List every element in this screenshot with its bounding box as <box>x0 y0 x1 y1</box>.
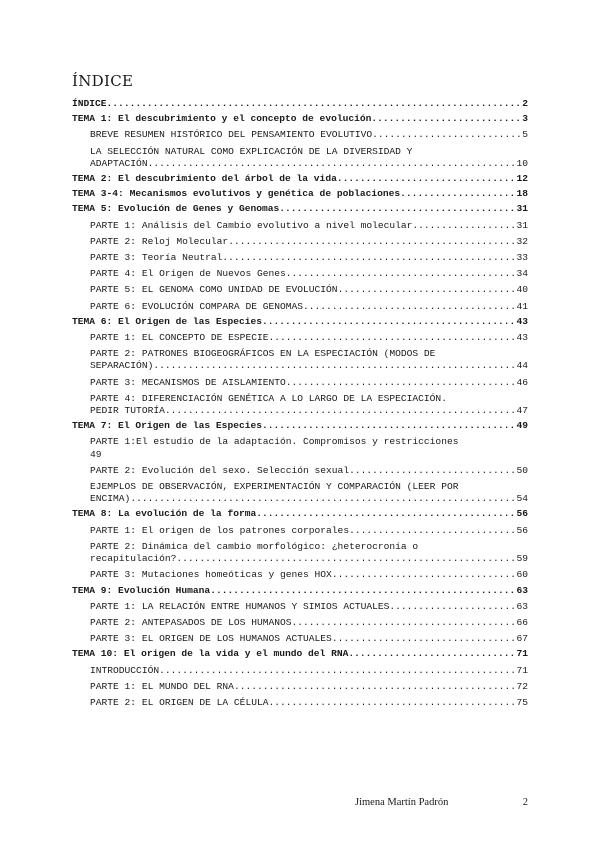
toc-entry-title-line2: SEPARACIÓN) <box>90 360 154 372</box>
toc-page-number: 54 <box>516 493 528 505</box>
dot-leader <box>292 617 517 629</box>
toc-section-entry[interactable] <box>90 541 528 565</box>
toc-section-entry[interactable] <box>90 665 528 677</box>
toc-section-entry[interactable] <box>90 633 528 645</box>
toc-chapter-entry[interactable] <box>72 420 528 432</box>
dot-leader <box>286 377 517 389</box>
toc-page-number: 66 <box>516 616 528 628</box>
dot-leader <box>337 173 517 185</box>
dot-leader <box>349 525 516 537</box>
dot-leader <box>348 648 516 660</box>
dot-leader <box>262 420 516 432</box>
toc-entry-title: PARTE 5: EL GENOMA COMO UNIDAD DE EVOLUCIÓN <box>90 284 338 296</box>
dot-leader <box>159 665 516 677</box>
toc-page-number: 56 <box>516 508 528 520</box>
toc-page-number: 43 <box>516 315 528 327</box>
toc-entry-title: PARTE 1: LA RELACIÓN ENTRE HUMANOS Y SIMIOS ACTUALES <box>90 600 390 612</box>
dot-leader <box>372 129 522 141</box>
toc-entry-title-line2: recapitulación? <box>90 553 177 565</box>
toc-entry-title: TEMA 6: El Origen de las Especies <box>72 315 262 327</box>
dot-leader <box>165 405 517 417</box>
toc-entry-title: TEMA 10: El origen de la vida y el mundo del RNA <box>72 648 349 660</box>
toc-section-entry[interactable] <box>90 284 528 296</box>
toc-page-number: 12 <box>516 173 528 185</box>
dot-leader <box>338 284 517 296</box>
dot-leader <box>148 158 517 170</box>
toc-entry-title-line1: PARTE 1:El estudio de la adaptación. Compromisos y restricciones <box>90 436 459 448</box>
toc-section-entry[interactable] <box>90 332 528 344</box>
toc-section-entry[interactable] <box>90 377 528 389</box>
dot-leader <box>349 465 516 477</box>
toc-entry-title: PARTE 2: Reloj Molecular <box>90 235 229 247</box>
toc-page-number: 59 <box>516 553 528 565</box>
toc-entry-title-line1: PARTE 4: DIFERENCIACIÓN GENÉTICA A LO LARGO DE LA ESPECIACIÓN. <box>90 392 447 404</box>
toc-section-entry[interactable] <box>90 617 528 629</box>
toc-page-number: 49 <box>516 420 528 432</box>
toc-entry-title: PARTE 1: EL MUNDO DEL RNA <box>90 680 234 692</box>
toc-page-number: 56 <box>516 524 528 536</box>
toc-entry-title-line2: PEDIR TUTORÍA <box>90 405 165 417</box>
dot-leader <box>279 203 516 215</box>
toc-page-number: 67 <box>516 633 528 645</box>
dot-leader <box>332 569 517 581</box>
dot-leader <box>303 301 516 313</box>
toc-section-entry[interactable] <box>90 525 528 537</box>
toc-page-number: 60 <box>516 569 528 581</box>
toc-entry-title: PARTE 2: Evolución del sexo. Selección sexual <box>90 464 350 476</box>
toc-entry-title: ÍNDICE <box>72 98 107 109</box>
toc-section-entry[interactable] <box>90 465 528 477</box>
toc-section-entry[interactable] <box>90 220 528 232</box>
toc-section-entry[interactable] <box>90 236 528 248</box>
toc-chapter-entry[interactable] <box>72 203 528 215</box>
toc-page-number: 5 <box>522 129 528 141</box>
toc-entry-title: TEMA 9: Evolución Humana <box>72 584 211 596</box>
toc-section-entry[interactable] <box>90 393 528 417</box>
toc-entry-title: PARTE 1: El origen de los patrones corporales <box>90 524 350 536</box>
toc-page-number: 47 <box>516 405 528 417</box>
toc-page-number: 43 <box>516 332 528 344</box>
toc-entry-title: TEMA 7: El Origen de las Especies <box>72 420 262 432</box>
toc-chapter-entry[interactable] <box>72 188 528 200</box>
toc-chapter-entry[interactable] <box>72 113 528 125</box>
toc-entry-title: PARTE 2: EL ORIGEN DE LA CÉLULA <box>90 696 269 708</box>
toc-chapter-entry[interactable] <box>72 316 528 328</box>
dot-leader <box>332 633 517 645</box>
toc-page-number: 50 <box>516 464 528 476</box>
toc-entry-title: PARTE 3: MECANISMOS DE AISLAMIENTO <box>90 376 286 388</box>
toc-page-number: 41 <box>516 300 528 312</box>
toc-page-number: 31 <box>516 219 528 231</box>
toc-page-number: 75 <box>516 696 528 708</box>
toc-page-number: 46 <box>516 376 528 388</box>
toc-entry-title-line1: PARTE 2: PATRONES BIOGEOGRÁFICOS EN LA ESPECIACIÓN (MODOS DE <box>90 348 436 360</box>
toc-entry-title-line1: EJEMPLOS DE OBSERVACIÓN, EXPERIMENTACIÓN Y COMPARACIÓN (LEER POR <box>90 481 459 493</box>
toc-entry-title-line1: PARTE 2: Dinámica del cambio morfológico: ¿heterocronía o <box>90 540 419 552</box>
toc-entry-title: PARTE 3: EL ORIGEN DE LOS HUMANOS ACTUALES <box>90 633 332 645</box>
toc-entry-title: TEMA 3-4: Mecanismos evolutivos y genética de poblaciones <box>72 188 401 200</box>
toc-section-entry[interactable] <box>90 301 528 313</box>
dot-leader <box>153 360 516 372</box>
toc-section-entry[interactable] <box>90 436 528 460</box>
toc-section-entry[interactable] <box>90 268 528 280</box>
toc-section-entry[interactable] <box>90 129 528 141</box>
toc-entry-title: TEMA 2: El descubrimiento del árbol de la vida <box>72 173 337 185</box>
toc-section-entry[interactable] <box>90 252 528 264</box>
toc-page-number: 18 <box>516 188 528 200</box>
toc-page-number: 40 <box>516 284 528 296</box>
toc-page-number: 10 <box>516 157 528 169</box>
toc-chapter-entry[interactable] <box>72 648 528 660</box>
toc-entry-title: TEMA 5: Evolución de Genes y Genomas <box>72 203 280 215</box>
dot-leader <box>210 585 516 597</box>
dot-leader <box>268 697 516 709</box>
toc-entry-title-line2: ADAPTACIÓN <box>90 157 148 169</box>
toc-section-entry[interactable] <box>90 569 528 581</box>
toc-entry-title: INTRODUCCIÓN <box>90 664 160 676</box>
toc-entry-title: PARTE 2: ANTEPASADOS DE LOS HUMANOS <box>90 616 292 628</box>
toc-page-number: 63 <box>516 600 528 612</box>
toc-chapter-entry[interactable] <box>72 585 528 597</box>
toc-page-number: 71 <box>516 664 528 676</box>
toc-section-entry[interactable] <box>90 481 528 505</box>
toc-section-entry[interactable] <box>90 601 528 613</box>
dot-leader <box>286 268 517 280</box>
table-of-contents <box>72 98 528 709</box>
toc-chapter-entry[interactable] <box>72 508 528 520</box>
dot-leader <box>234 681 517 693</box>
footer-page-number: 2 <box>522 797 528 808</box>
toc-entry-title: PARTE 3: Teoría Neutral <box>90 252 223 264</box>
dot-leader <box>130 493 516 505</box>
dot-leader <box>412 220 516 232</box>
dot-leader <box>228 236 516 248</box>
dot-leader <box>222 252 516 264</box>
toc-entry-title: BREVE RESUMEN HISTÓRICO DEL PENSAMIENTO EVOLUTIVO <box>90 129 373 141</box>
toc-page-number: 31 <box>516 203 528 215</box>
toc-chapter-entry[interactable] <box>72 98 528 110</box>
dot-leader <box>256 508 516 520</box>
toc-entry-title-line1: LA SELECCIÓN NATURAL COMO EXPLICACIÓN DE LA DIVERSIDAD Y <box>90 145 413 157</box>
toc-page-number: 72 <box>516 680 528 692</box>
toc-page-number: 2 <box>522 98 528 109</box>
dot-leader <box>268 332 516 344</box>
dot-leader <box>262 316 516 328</box>
toc-entry-title: PARTE 1: EL CONCEPTO DE ESPECIE <box>90 332 269 344</box>
toc-section-entry[interactable] <box>90 348 528 372</box>
toc-section-entry[interactable] <box>90 697 528 709</box>
toc-entry-title: PARTE 3: Mutaciones homeóticas y genes HOX <box>90 569 332 581</box>
page-title: ÍNDICE <box>72 72 134 90</box>
toc-page-number: 49 <box>90 448 102 460</box>
toc-section-entry[interactable] <box>90 681 528 693</box>
toc-page-number: 44 <box>516 360 528 372</box>
dot-leader <box>400 188 516 200</box>
toc-entry-title: PARTE 4: El Origen de Nuevos Genes <box>90 268 286 280</box>
toc-entry-title-line2: ENCIMA) <box>90 493 131 505</box>
toc-page-number: 33 <box>516 252 528 264</box>
toc-chapter-entry[interactable] <box>72 173 528 185</box>
toc-entry-title: TEMA 1: El descubrimiento y el concepto de evolución <box>72 113 372 125</box>
toc-page-number: 3 <box>522 113 528 125</box>
dot-leader <box>389 601 516 613</box>
footer-author: Jimena Martín Padrón <box>355 797 449 808</box>
toc-entry-title: PARTE 1: Análisis del Cambio evolutivo a nivel molecular <box>90 219 413 231</box>
toc-page-number: 63 <box>516 584 528 596</box>
toc-page-number: 34 <box>516 268 528 280</box>
toc-page-number: 32 <box>516 235 528 247</box>
toc-entry-title: PARTE 6: EVOLUCIÓN COMPARA DE GENOMAS <box>90 300 304 312</box>
dot-leader <box>107 98 523 110</box>
toc-entry-title: TEMA 8: La evolución de la forma <box>72 508 257 520</box>
dot-leader <box>176 553 516 565</box>
toc-section-entry[interactable] <box>90 146 528 170</box>
dot-leader <box>371 113 522 125</box>
toc-page-number: 71 <box>516 648 528 660</box>
